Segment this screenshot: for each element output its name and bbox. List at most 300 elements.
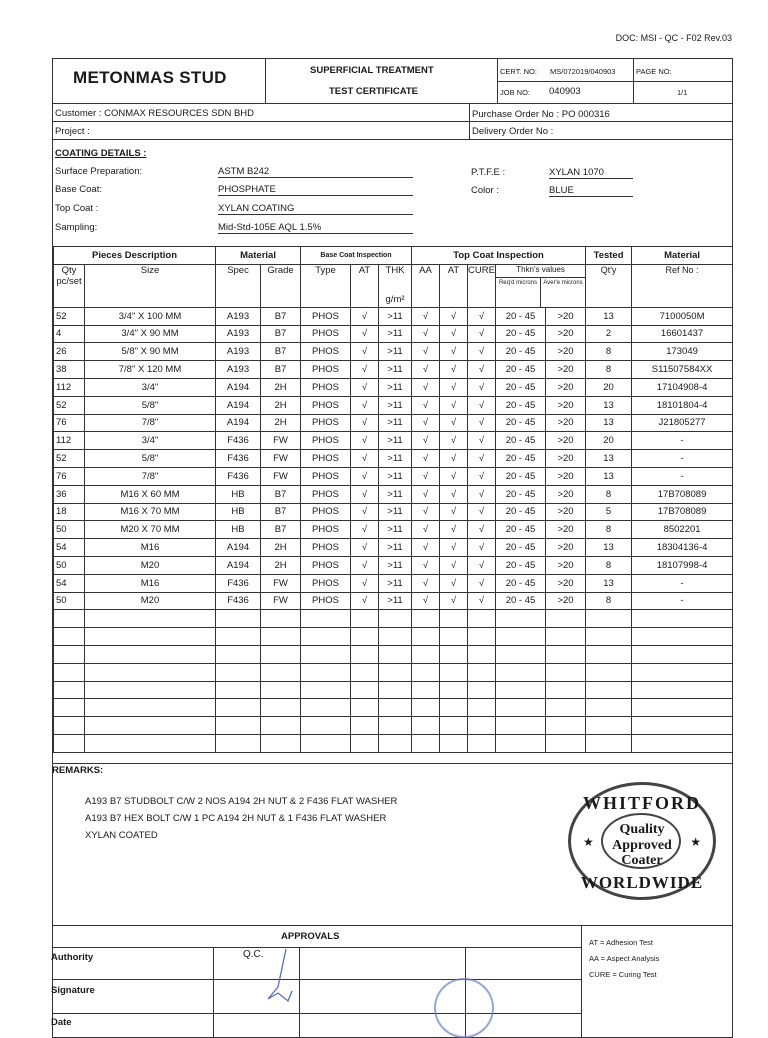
cell-spec: A194: [216, 556, 261, 574]
empty-cell: [586, 734, 632, 752]
cell-reqd: 20 - 45: [496, 503, 546, 521]
cell-size: 7/8" X 120 MM: [85, 361, 216, 379]
cell-type: PHOS: [301, 592, 351, 610]
cell-type: PHOS: [301, 485, 351, 503]
cell-thk: >11: [379, 467, 412, 485]
empty-cell: [261, 699, 301, 717]
empty-cell: [85, 681, 216, 699]
empty-cell: [546, 681, 586, 699]
cell-type: PHOS: [301, 467, 351, 485]
cell-avg: >20: [546, 378, 586, 396]
cell-type: PHOS: [301, 539, 351, 557]
cell-type: PHOS: [301, 556, 351, 574]
top-coat-header: Top Coat Inspection: [412, 247, 586, 265]
table-row: [54, 432, 733, 450]
cell-at2: √: [440, 343, 468, 361]
cell-reqd: 20 - 45: [496, 467, 546, 485]
cell-tested: 8: [586, 592, 632, 610]
empty-cell: [440, 717, 468, 735]
empty-cell: [216, 699, 261, 717]
job-no-value: 040903: [549, 86, 581, 97]
cell-cure: √: [468, 378, 496, 396]
empty-cell: [586, 663, 632, 681]
cell-avg: >20: [546, 396, 586, 414]
cell-grade: FW: [261, 432, 301, 450]
cell-reqd: 20 - 45: [496, 485, 546, 503]
empty-cell: [216, 681, 261, 699]
cell-grade: B7: [261, 485, 301, 503]
cell-qty: 50: [54, 556, 85, 574]
star-icon: ★: [690, 835, 701, 849]
cell-reqd: 20 - 45: [496, 396, 546, 414]
cell-grade: B7: [261, 307, 301, 325]
empty-cell: [301, 734, 351, 752]
table-row: [54, 503, 733, 521]
project: Project :: [55, 126, 90, 137]
empty-cell: [468, 734, 496, 752]
cell-size: 3/4" X 100 MM: [85, 307, 216, 325]
cell-reqd: 20 - 45: [496, 592, 546, 610]
cell-ref: 17104908-4: [632, 378, 733, 396]
cell-at2: √: [440, 503, 468, 521]
empty-cell: [301, 645, 351, 663]
cell-ref: -: [632, 467, 733, 485]
cell-at: √: [351, 574, 379, 592]
stamp-approved: Approved: [612, 838, 672, 853]
cell-cure: √: [468, 432, 496, 450]
cell-at2: √: [440, 467, 468, 485]
cell-avg: >20: [546, 556, 586, 574]
cell-grade: 2H: [261, 539, 301, 557]
cell-ref: 17B708089: [632, 485, 733, 503]
cell-ref: -: [632, 450, 733, 468]
cell-size: 5/8" X 90 MM: [85, 343, 216, 361]
cell-at: √: [351, 432, 379, 450]
empty-cell: [632, 610, 733, 628]
cell-ref: 18101804-4: [632, 396, 733, 414]
cell-grade: B7: [261, 325, 301, 343]
empty-cell: [216, 717, 261, 735]
empty-row: [54, 663, 733, 681]
cell-at: √: [351, 325, 379, 343]
cell-spec: F436: [216, 592, 261, 610]
empty-cell: [440, 681, 468, 699]
cell-aa: √: [412, 343, 440, 361]
empty-cell: [301, 628, 351, 646]
ref-no-header: Ref No :: [632, 264, 733, 307]
cell-cure: √: [468, 485, 496, 503]
date-label: Date: [51, 1017, 72, 1028]
cell-size: 3/4": [85, 432, 216, 450]
empty-cell: [216, 663, 261, 681]
cell-reqd: 20 - 45: [496, 343, 546, 361]
empty-cell: [85, 610, 216, 628]
cell-grade: FW: [261, 467, 301, 485]
cell-thk: >11: [379, 503, 412, 521]
cell-grade: B7: [261, 361, 301, 379]
base-coat-label: Base Coat:: [55, 184, 102, 195]
cell-grade: B7: [261, 503, 301, 521]
cell-at2: √: [440, 574, 468, 592]
cell-at2: √: [440, 592, 468, 610]
cell-at2: √: [440, 325, 468, 343]
cell-at: √: [351, 414, 379, 432]
cell-at2: √: [440, 556, 468, 574]
empty-cell: [351, 628, 379, 646]
whitford-quality-stamp: [568, 782, 716, 900]
cell-cure: √: [468, 325, 496, 343]
cell-tested: 5: [586, 503, 632, 521]
cell-size: M16 X 70 MM: [85, 503, 216, 521]
cell-thk: >11: [379, 450, 412, 468]
empty-cell: [301, 610, 351, 628]
empty-cell: [261, 717, 301, 735]
cell-grade: 2H: [261, 396, 301, 414]
cell-aa: √: [412, 556, 440, 574]
cell-at: √: [351, 485, 379, 503]
company-seal-stamp: [434, 978, 494, 1038]
table-row: [54, 521, 733, 539]
cell-spec: F436: [216, 432, 261, 450]
cell-reqd: 20 - 45: [496, 539, 546, 557]
cell-thk: >11: [379, 432, 412, 450]
cell-at: √: [351, 361, 379, 379]
empty-cell: [586, 699, 632, 717]
table-row: [54, 467, 733, 485]
empty-cell: [546, 645, 586, 663]
cell-spec: A194: [216, 378, 261, 396]
cell-qty: 112: [54, 378, 85, 396]
purchase-order: Purchase Order No : PO 000316: [472, 109, 610, 120]
empty-cell: [440, 663, 468, 681]
cell-at2: √: [440, 378, 468, 396]
cell-cure: √: [468, 307, 496, 325]
sampling-value: Mid-Std-105E AQL 1.5%: [218, 222, 413, 234]
empty-cell: [85, 699, 216, 717]
empty-cell: [586, 681, 632, 699]
cell-thk: >11: [379, 521, 412, 539]
table-row: [54, 414, 733, 432]
cert-no-value: MS/072019/040903: [550, 67, 616, 76]
cell-cure: √: [468, 396, 496, 414]
cell-spec: A193: [216, 325, 261, 343]
cell-ref: S11507584XX: [632, 361, 733, 379]
cell-ref: -: [632, 592, 733, 610]
cell-qty: 4: [54, 325, 85, 343]
cell-avg: >20: [546, 574, 586, 592]
empty-cell: [301, 681, 351, 699]
avg-header: Aver'e microns: [543, 279, 583, 286]
cell-cure: √: [468, 592, 496, 610]
cell-thk: >11: [379, 414, 412, 432]
cert-title-line1: SUPERFICIAL TREATMENT: [310, 65, 434, 76]
empty-cell: [632, 663, 733, 681]
empty-cell: [379, 717, 412, 735]
cell-at: √: [351, 378, 379, 396]
empty-cell: [85, 628, 216, 646]
cell-spec: HB: [216, 521, 261, 539]
legend-aa: AA = Aspect Analysis: [589, 954, 660, 963]
cell-size: M16 X 60 MM: [85, 485, 216, 503]
cell-cure: √: [468, 574, 496, 592]
empty-cell: [546, 717, 586, 735]
empty-cell: [351, 663, 379, 681]
empty-cell: [301, 717, 351, 735]
cell-cure: √: [468, 467, 496, 485]
empty-cell: [379, 663, 412, 681]
cell-size: M16: [85, 539, 216, 557]
base-coat-value: PHOSPHATE: [218, 184, 413, 196]
legend-at: AT = Adhesion Test: [589, 938, 654, 947]
cell-qty: 50: [54, 521, 85, 539]
cell-ref: 173049: [632, 343, 733, 361]
cell-cure: √: [468, 450, 496, 468]
cell-at: √: [351, 450, 379, 468]
aa-header: AA: [412, 264, 440, 307]
cell-reqd: 20 - 45: [496, 450, 546, 468]
table-row: [54, 539, 733, 557]
cell-reqd: 20 - 45: [496, 574, 546, 592]
cell-type: PHOS: [301, 307, 351, 325]
empty-cell: [85, 645, 216, 663]
empty-cell: [546, 628, 586, 646]
legend-cure: CURE = Curing Test: [589, 970, 657, 979]
authority-label: Authority: [51, 952, 94, 963]
remarks-line2: A193 B7 HEX BOLT C/W 1 PC A194 2H NUT & 1 F436 FLAT WASHER: [85, 813, 387, 824]
empty-cell: [54, 610, 85, 628]
stamp-top-text: WHITFORD: [582, 793, 701, 813]
cell-thk: >11: [379, 396, 412, 414]
cell-avg: >20: [546, 307, 586, 325]
signature-scribble: [258, 947, 298, 1007]
cell-at: √: [351, 556, 379, 574]
grade-header: Grade: [261, 264, 301, 307]
cell-spec: HB: [216, 485, 261, 503]
cell-grade: FW: [261, 450, 301, 468]
cell-at: √: [351, 343, 379, 361]
cell-tested: 13: [586, 307, 632, 325]
cell-aa: √: [412, 361, 440, 379]
cell-aa: √: [412, 396, 440, 414]
company-name: METONMAS STUD: [73, 68, 227, 87]
empty-cell: [468, 681, 496, 699]
cell-tested: 13: [586, 414, 632, 432]
cell-grade: 2H: [261, 414, 301, 432]
cell-cure: √: [468, 556, 496, 574]
tested-header: Tested: [586, 247, 632, 265]
qc-label: Q.C.: [243, 949, 264, 960]
cell-cure: √: [468, 521, 496, 539]
stamp-bottom-text: WORLDWIDE: [580, 873, 704, 892]
empty-cell: [351, 645, 379, 663]
cell-aa: √: [412, 450, 440, 468]
empty-cell: [351, 681, 379, 699]
empty-cell: [54, 628, 85, 646]
empty-cell: [496, 681, 546, 699]
inspection-table: [53, 246, 733, 753]
empty-cell: [412, 699, 440, 717]
cell-spec: F436: [216, 467, 261, 485]
cell-size: 5/8": [85, 450, 216, 468]
empty-cell: [496, 734, 546, 752]
empty-cell: [261, 681, 301, 699]
empty-cell: [261, 663, 301, 681]
table-row: [54, 343, 733, 361]
empty-cell: [412, 717, 440, 735]
coating-heading: COATING DETAILS :: [55, 148, 147, 159]
cell-thk: >11: [379, 592, 412, 610]
cell-aa: √: [412, 574, 440, 592]
cell-aa: √: [412, 503, 440, 521]
cell-type: PHOS: [301, 450, 351, 468]
empty-cell: [379, 681, 412, 699]
cell-reqd: 20 - 45: [496, 556, 546, 574]
empty-row: [54, 734, 733, 752]
cell-grade: FW: [261, 592, 301, 610]
cell-size: M20: [85, 592, 216, 610]
cell-cure: √: [468, 539, 496, 557]
cell-reqd: 20 - 45: [496, 521, 546, 539]
job-no-label: JOB NO:: [500, 88, 531, 97]
empty-cell: [440, 699, 468, 717]
cell-spec: A193: [216, 307, 261, 325]
page-no-value: 1/1: [677, 88, 688, 97]
cell-reqd: 20 - 45: [496, 414, 546, 432]
empty-cell: [586, 645, 632, 663]
cell-qty: 38: [54, 361, 85, 379]
empty-cell: [586, 610, 632, 628]
empty-cell: [54, 717, 85, 735]
empty-cell: [412, 734, 440, 752]
cell-size: 3/4": [85, 378, 216, 396]
material-ref-header: Material: [632, 247, 733, 265]
cell-cure: √: [468, 361, 496, 379]
empty-cell: [496, 610, 546, 628]
cell-type: PHOS: [301, 574, 351, 592]
page-no-label: PAGE NO:: [636, 67, 672, 76]
cell-size: M20 X 70 MM: [85, 521, 216, 539]
cell-tested: 20: [586, 432, 632, 450]
customer: Customer : CONMAX RESOURCES SDN BHD: [55, 108, 255, 119]
cell-thk: >11: [379, 378, 412, 396]
empty-cell: [379, 699, 412, 717]
pieces-header: Pieces Description: [54, 247, 216, 265]
cell-aa: √: [412, 325, 440, 343]
cell-ref: -: [632, 574, 733, 592]
cell-type: PHOS: [301, 414, 351, 432]
cell-ref: J21805277: [632, 414, 733, 432]
empty-cell: [85, 734, 216, 752]
table-row: [54, 450, 733, 468]
empty-row: [54, 610, 733, 628]
empty-cell: [468, 628, 496, 646]
cell-grade: 2H: [261, 378, 301, 396]
empty-cell: [379, 734, 412, 752]
empty-row: [54, 717, 733, 735]
cell-aa: √: [412, 485, 440, 503]
empty-cell: [546, 610, 586, 628]
cell-thk: >11: [379, 556, 412, 574]
cell-type: PHOS: [301, 325, 351, 343]
cert-title-line2: TEST CERTIFICATE: [329, 86, 419, 97]
cell-aa: √: [412, 467, 440, 485]
cell-at2: √: [440, 307, 468, 325]
cell-qty: 54: [54, 539, 85, 557]
empty-cell: [468, 717, 496, 735]
cell-tested: 8: [586, 343, 632, 361]
cell-spec: A194: [216, 414, 261, 432]
cell-ref: -: [632, 432, 733, 450]
cell-tested: 13: [586, 539, 632, 557]
cell-type: PHOS: [301, 343, 351, 361]
cell-aa: √: [412, 307, 440, 325]
cell-avg: >20: [546, 450, 586, 468]
empty-cell: [216, 734, 261, 752]
cell-tested: 13: [586, 574, 632, 592]
cell-type: PHOS: [301, 378, 351, 396]
empty-cell: [261, 645, 301, 663]
cell-qty: 54: [54, 574, 85, 592]
empty-cell: [412, 645, 440, 663]
empty-cell: [546, 734, 586, 752]
cell-size: 7/8": [85, 467, 216, 485]
cell-ref: 18107998-4: [632, 556, 733, 574]
empty-cell: [496, 628, 546, 646]
cell-spec: A193: [216, 361, 261, 379]
cell-avg: >20: [546, 467, 586, 485]
cell-qty: 26: [54, 343, 85, 361]
cell-avg: >20: [546, 343, 586, 361]
spec-header: Spec: [216, 264, 261, 307]
table-row: [54, 325, 733, 343]
reqd-header: Req'd microns: [496, 278, 541, 307]
empty-cell: [261, 628, 301, 646]
empty-cell: [216, 628, 261, 646]
cell-type: PHOS: [301, 432, 351, 450]
cell-ref: 16601437: [632, 325, 733, 343]
top-coat-value: XYLAN COATING: [218, 203, 413, 215]
cell-tested: 20: [586, 378, 632, 396]
empty-cell: [379, 610, 412, 628]
cell-at: √: [351, 307, 379, 325]
cell-size: 3/4" X 90 MM: [85, 325, 216, 343]
cert-no-label: CERT. NO:: [500, 67, 537, 76]
empty-cell: [301, 663, 351, 681]
cell-avg: >20: [546, 521, 586, 539]
empty-cell: [496, 645, 546, 663]
cell-avg: >20: [546, 503, 586, 521]
star-icon: ★: [583, 835, 594, 849]
cell-spec: F436: [216, 574, 261, 592]
cell-qty: 36: [54, 485, 85, 503]
remarks-heading: REMARKS:: [52, 765, 104, 776]
cell-spec: F436: [216, 450, 261, 468]
cell-at: √: [351, 539, 379, 557]
empty-cell: [440, 610, 468, 628]
table-row: [54, 396, 733, 414]
cell-aa: √: [412, 539, 440, 557]
cell-size: M16: [85, 574, 216, 592]
cell-at2: √: [440, 361, 468, 379]
cell-type: PHOS: [301, 361, 351, 379]
cell-qty: 52: [54, 307, 85, 325]
cell-aa: √: [412, 432, 440, 450]
table-row: [54, 556, 733, 574]
empty-cell: [496, 663, 546, 681]
cell-tested: 13: [586, 450, 632, 468]
empty-cell: [351, 610, 379, 628]
empty-cell: [632, 628, 733, 646]
